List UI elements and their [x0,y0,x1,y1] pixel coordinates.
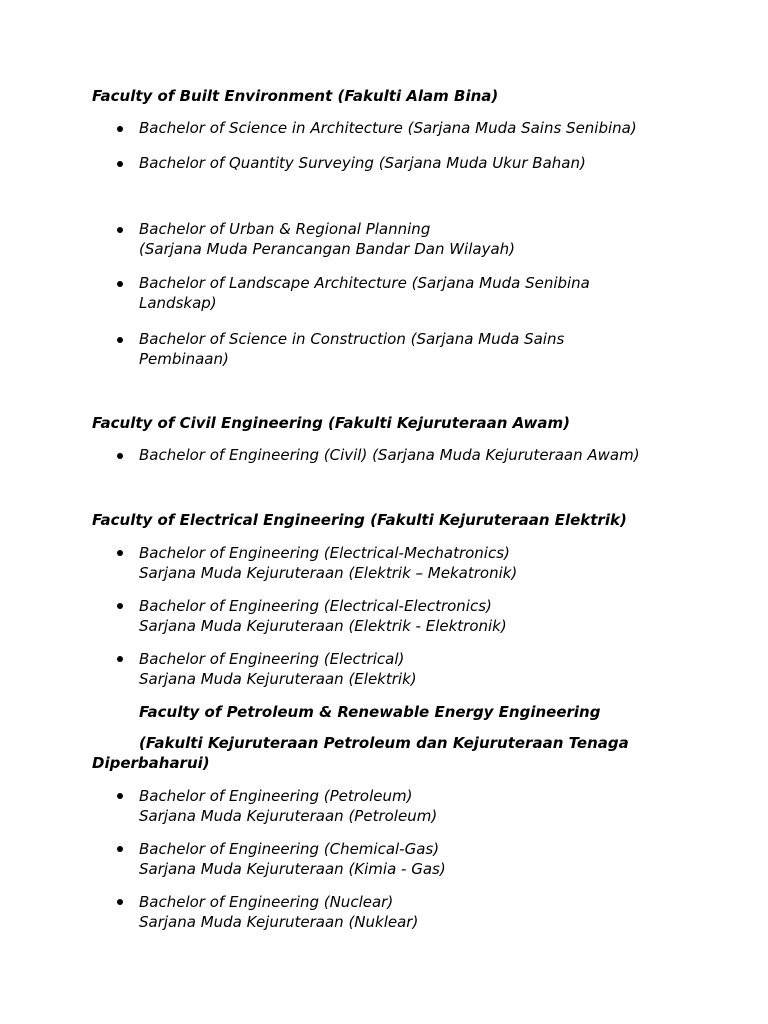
faculty-subheading: (Fakulti Kejuruteraan Petroleum dan Kejuruteraan Tenaga Diperbaharui) [92,734,629,772]
bullet-icon [117,899,123,905]
bullet-icon [117,161,123,167]
program-title-malay: Sarjana Muda Kejuruteraan (Elektrik – Mekatronik) [139,564,518,582]
program-item [139,649,699,689]
program-title-continued: Pembinaan) [139,350,229,368]
program-item [139,892,699,932]
program-title: Bachelor of Quantity Surveying (Sarjana Muda Ukur Bahan) [139,154,586,172]
bullet-icon [117,846,123,852]
program-item [139,596,699,636]
program-title: Bachelor of Science in Construction (Sarjana Muda Sains [139,330,565,348]
program-item [139,219,699,259]
program-title: Bachelor of Science in Architecture (Sarjana Muda Sains Senibina) [139,119,637,137]
faculty-heading: Faculty of Petroleum & Renewable Energy Engineering [139,703,601,721]
program-title-malay: Sarjana Muda Kejuruteraan (Petroleum) [139,807,438,825]
program-item [139,273,699,313]
program-item [139,445,699,465]
program-item [139,153,699,173]
bullet-icon [117,453,123,459]
program-title-malay: Sarjana Muda Kejuruteraan (Elektrik) [139,670,417,688]
program-title-malay: Sarjana Muda Kejuruteraan (Nuklear) [139,913,419,931]
bullet-icon [117,656,123,662]
bullet-icon [117,337,123,343]
faculty-heading: Faculty of Electrical Engineering (Fakulti Kejuruteraan Elektrik) [92,511,627,529]
bullet-icon [117,603,123,609]
program-item [139,118,699,138]
bullet-icon [117,550,123,556]
bullet-icon [117,126,123,132]
program-title: Bachelor of Urban & Regional Planning [139,220,431,238]
faculty-heading: Faculty of Civil Engineering (Fakulti Kejuruteraan Awam) [92,414,571,432]
program-title: Bachelor of Landscape Architecture (Sarjana Muda Senibina [139,274,590,292]
program-item [139,839,699,879]
program-title-continued: Landskap) [139,294,217,312]
program-title-malay: (Sarjana Muda Perancangan Bandar Dan Wilayah) [139,240,516,258]
program-title: Bachelor of Engineering (Chemical-Gas) [139,840,440,858]
program-item [139,543,699,583]
faculty-heading: Faculty of Built Environment (Fakulti Alam Bina) [92,87,499,105]
program-title: Bachelor of Engineering (Electrical-Electronics) [139,597,492,615]
program-title: Bachelor of Engineering (Nuclear) [139,893,394,911]
bullet-icon [117,281,123,287]
bullet-icon [117,227,123,233]
program-title: Bachelor of Engineering (Petroleum) [139,787,413,805]
program-title-malay: Sarjana Muda Kejuruteraan (Kimia - Gas) [139,860,446,878]
program-title: Bachelor of Engineering (Electrical) [139,650,405,668]
program-title: Bachelor of Engineering (Electrical-Mechatronics) [139,544,510,562]
program-item [139,786,699,826]
bullet-icon [117,793,123,799]
program-title: Bachelor of Engineering (Civil) (Sarjana Muda Kejuruteraan Awam) [139,446,640,464]
program-title-malay: Sarjana Muda Kejuruteraan (Elektrik - Elektronik) [139,617,507,635]
program-item [139,329,699,369]
